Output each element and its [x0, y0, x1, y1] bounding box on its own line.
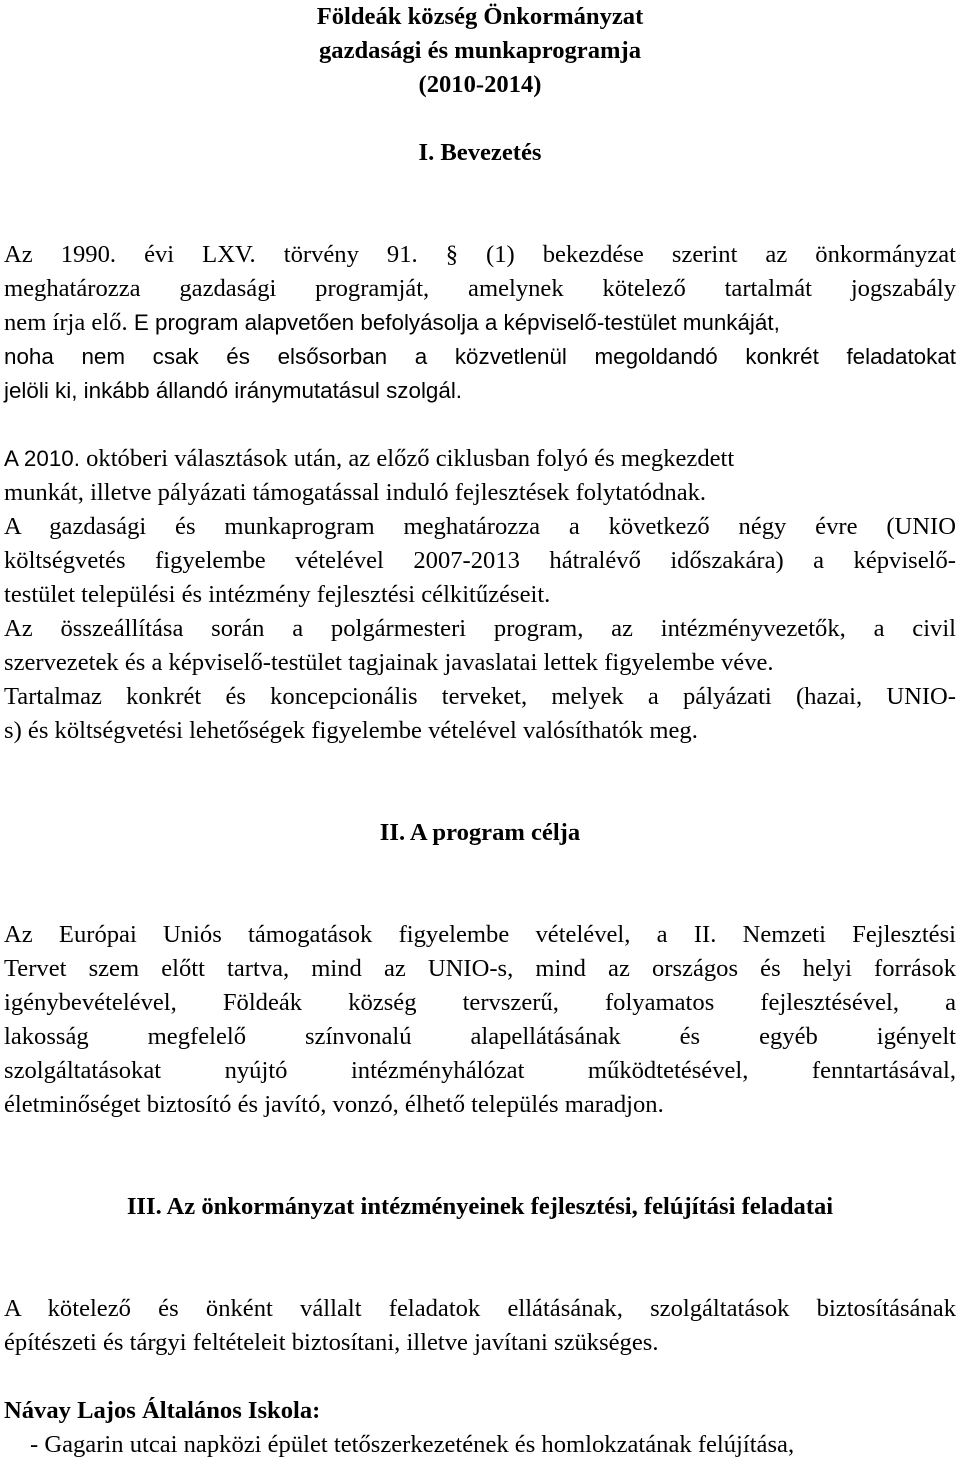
paragraph-line: Az összeállítása során a polgármesteri program, az intézményvezetők, a civil	[4, 615, 956, 642]
paragraph-line: munkát, illetve pályázati támogatással induló fejlesztések folytatódnak.	[4, 479, 707, 506]
paragraph-line: igénybevételével, Földeák község tervszerű, folyamatos fejlesztésével, a	[4, 989, 956, 1016]
document-title-line-1: Földeák község Önkormányzat	[316, 3, 644, 30]
paragraph-line-rest: októberi választások után, az előző ciklusban folyó és megkezdett	[79, 445, 735, 472]
paragraph-line-start: nem írja elő.	[4, 309, 128, 336]
section-1-heading: I. Bevezetés	[418, 139, 542, 166]
institution-subheading: Návay Lajos Általános Iskola:	[4, 1397, 321, 1424]
section-2-heading: II. A program célja	[379, 819, 581, 846]
paragraph-line: noha nem csak és elsősorban a közvetlenül megoldandó konkrét feladatokat	[4, 344, 956, 369]
section-3-heading: III. Az önkormányzat intézményeinek fejlesztési, felújítási feladatai	[126, 1193, 834, 1220]
paragraph-line: szervezetek és a képviselő-testület tagjainak javaslatai lettek figyelembe véve.	[4, 649, 774, 676]
paragraph-line: jelöli ki, inkább állandó iránymutatásul szolgál.	[4, 378, 463, 403]
paragraph-line: Az 1990. évi LXV. törvény 91. § (1) bekezdése szerint az önkormányzat	[4, 241, 956, 268]
paragraph-line: testület települési és intézmény fejlesztési célkitűzéseit.	[4, 581, 551, 608]
paragraph-line: építészeti és tárgyi feltételeit biztosítani, illetve javítani szükséges.	[4, 1329, 659, 1356]
paragraph-line: szolgáltatásokat nyújtó intézményhálózat működtetésével, fenntartásával,	[4, 1057, 956, 1084]
paragraph-line: meghatározza gazdasági programját, amelynek kötelező tartalmát jogszabály	[4, 275, 956, 302]
paragraph-line: A kötelező és önként vállalt feladatok ellátásának, szolgáltatások biztosításának	[4, 1295, 956, 1322]
paragraph-line: A gazdasági és munkaprogram meghatározza a következő négy évre (UNIO	[4, 513, 956, 540]
document-title-line-2: gazdasági és munkaprogramja	[318, 37, 641, 64]
paragraph-line	[4, 442, 956, 476]
paragraph-line: Tartalmaz konkrét és koncepcionális terveket, melyek a pályázati (hazai, UNIO-	[4, 683, 956, 710]
paragraph-line: költségvetés figyelembe vételével 2007-2013 hátralévő időszakára) a képviselő-	[4, 547, 956, 574]
task-list-item: - Gagarin utcai napközi épület tetőszerkezetének és homlokzatának felújítása,	[30, 1431, 795, 1458]
paragraph-line-rest: E program alapvetően befolyásolja a képviselő-testület munkáját,	[127, 310, 780, 335]
paragraph-line: életminőséget biztosító és javító, vonzó, élhető település maradjon.	[4, 1091, 664, 1118]
paragraph-line	[4, 306, 956, 340]
paragraph-line: Tervet szem előtt tartva, mind az UNIO-s, mind az országos és helyi források	[4, 955, 956, 982]
paragraph-line-start: A 2010.	[4, 446, 80, 471]
paragraph-line: s) és költségvetési lehetőségek figyelembe vételével valósíthatók meg.	[4, 717, 698, 744]
paragraph-line: Az Európai Uniós támogatások figyelembe vételével, a II. Nemzeti Fejlesztési	[4, 921, 956, 948]
paragraph-line: lakosság megfelelő színvonalú alapellátásának és egyéb igényelt	[4, 1023, 956, 1050]
document-title-line-3: (2010-2014)	[418, 71, 542, 98]
